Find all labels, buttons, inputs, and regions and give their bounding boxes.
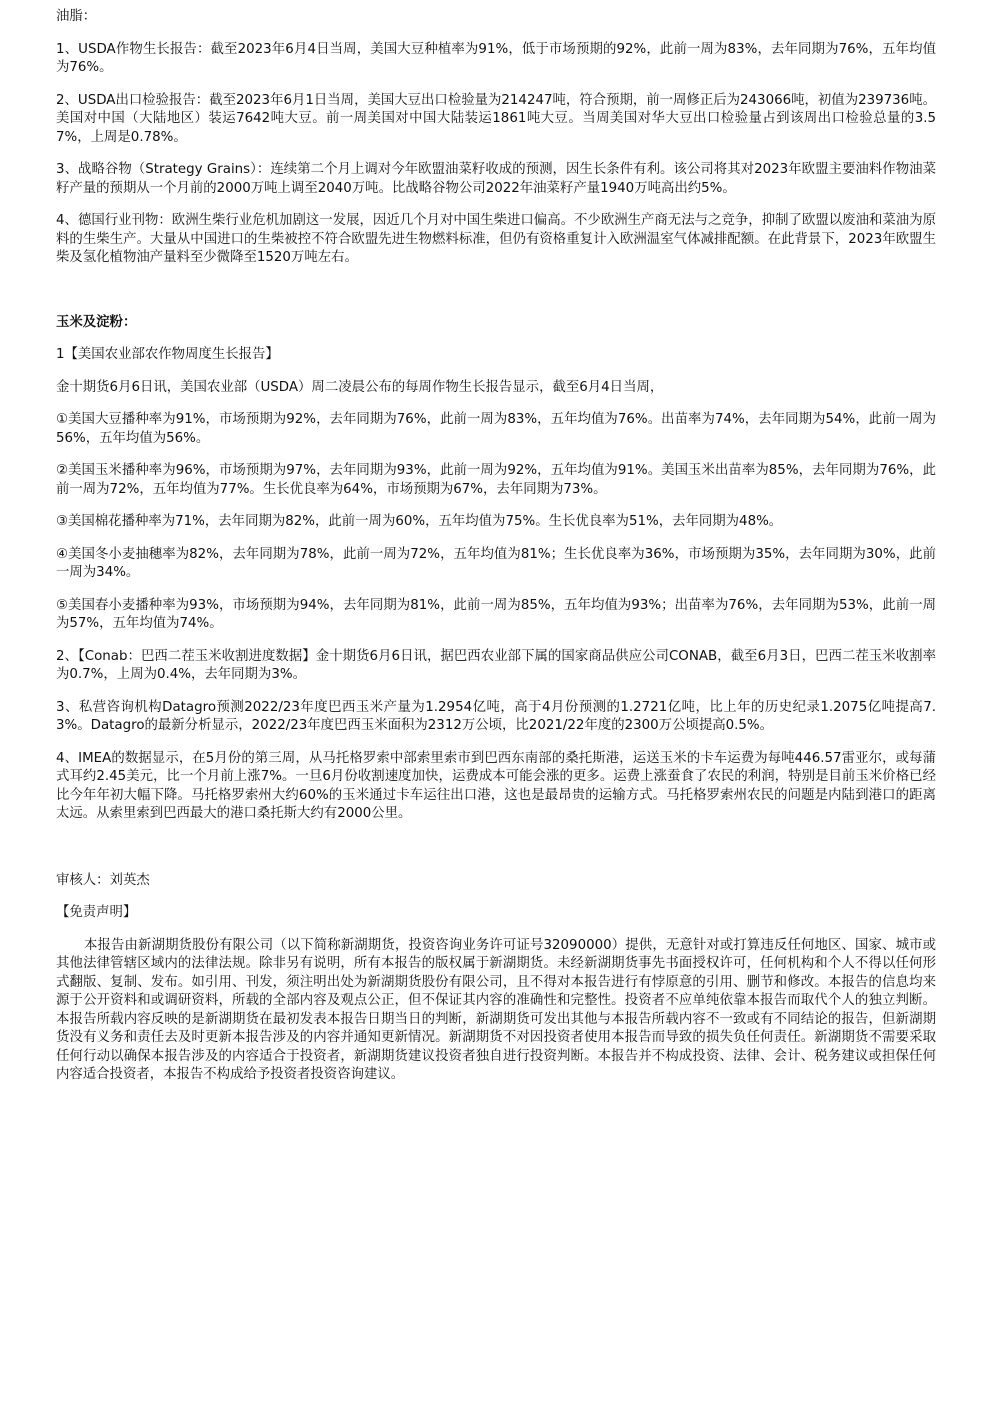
- corn-report-title: 1【美国农业部农作物周度生长报告】: [56, 347, 279, 362]
- corn-heading: 玉米及淀粉：: [56, 314, 137, 330]
- corn-intro: 金十期货6月6日讯，美国农业部（USDA）周二凌晨公布的每周作物生长报告显示，截至6月4日当周，: [56, 379, 664, 395]
- oils-item-3: 3、战略谷物（Strategy Grains）：连续第二个月上调对今年欧盟油菜籽收成的预测，因生长条件有利。该公司将其对2023年欧盟主要油料作物油菜籽产量的预期从一个月前的2000万吨上调至2040万吨。比战略谷物公司2022年油菜籽产量1940万吨高出约5%。: [56, 162, 936, 196]
- corn-item-cotton: ③美国棉花播种率为71%，去年同期为82%，此前一周为60%，五年均值为75%。生长优良率为51%，去年同期为48%。: [56, 514, 783, 529]
- document-page: [56, 8, 936, 1099]
- disclaimer-text: 本报告由新湖期货股份有限公司（以下简称新湖期货，投资咨询业务许可证号32090000）提供，无意针对或打算违反任何地区、国家、城市或其他法律管辖区域内的法律法规。除非另有说明，所有本报告的版权属于新湖期货。未经新湖期货事先书面授权许可，任何机构和个人不得以任何形式翻版、复制、发布。如引用、刊发，须注明出处为新湖期货股份有限公司，且不得对本报告进行有悖原意的引用、删节和修改。本报告的信息均来源于公开资料和或调研资料，所载的全部内容及观点公正，但不保证其内容的准确性和完整性。投资者不应单纯依靠本报告而取代个人的独立判断。本报告所载内容反映的是新湖期货在最初发表本报告日期当日的判断，新湖期货可发出其他与本报告所载内容不一致或有不同结论的报告，但新湖期货没有义务和责任去及时更新本报告涉及的内容并通知更新情况。新湖期货不对因投资者使用本报告而导致的损失负任何责任。新湖期货不需要采取任何行动以确保本报告涉及的内容适合于投资者，新湖期货建议投资者独自进行投资判断。本报告并不构成投资、法律、会计、税务建议或担保任何内容适合投资者，本报告不构成给予投资者投资咨询建议。: [56, 937, 936, 1082]
- disclaimer-title: 【免责声明】: [56, 905, 137, 920]
- oils-item-4: 4、德国行业刊物：欧洲生柴行业危机加剧这一发展，因近几个月对中国生柴进口偏高。不少欧洲生产商无法与之竞争，抑制了欧盟以废油和菜油为原料的生柴生产。大量从中国进口的生柴被控不符合欧盟先进生物燃料标准，但仍有资格重复计入欧洲温室气体减排配额。在此背景下，2023年欧盟生柴及氢化植物油产量料至少微降至1520万吨左右。: [56, 213, 936, 265]
- corn-item-corn: ②美国玉米播种率为96%，市场预期为97%，去年同期为93%，此前一周为92%，五年均值为91%。美国玉米出苗率为85%，去年同期为76%，此前一周为72%，五年均值为77%。生长优良率为64%，市场预期为67%，去年同期为73%。: [56, 463, 936, 497]
- corn-item-conab: 2、【Conab：巴西二茬玉米收割进度数据】金十期货6月6日讯，据巴西农业部下属的国家商品供应公司CONAB，截至6月3日，巴西二茬玉米收割率为0.7%，上周为0.4%，去年同期为3%。: [56, 648, 936, 682]
- corn-item-winter-wheat: ④美国冬小麦抽穗率为82%，去年同期为78%，此前一周为72%，五年均值为81%；生长优良率为36%，市场预期为35%，去年同期为30%，此前一周为34%。: [56, 546, 936, 580]
- reviewer: 审核人：刘英杰: [56, 872, 150, 888]
- oils-heading: 油脂：: [56, 9, 97, 24]
- corn-item-imea: 4、IMEA的数据显示，在5月份的第三周，从马托格罗索中部索里索市到巴西东南部的桑托斯港，运送玉米的卡车运费为每吨446.57雷亚尔，或每蒲式耳约2.45美元，比一个月前上涨7%。一旦6月份收割速度加快，运费成本可能会涨的更多。运费上涨蚕食了农民的利润，特别是目前玉米价格已经比今年年初大幅下降。马托格罗索州大约60%的玉米通过卡车运往出口港，这也是最昂贵的运输方式。马托格罗索州农民的问题是内陆到港口的距离太远。从索里索到巴西最大的港口桑托斯大约有2000公里。: [56, 750, 936, 821]
- corn-item-spring-wheat: ⑤美国春小麦播种率为93%，市场预期为94%，去年同期为81%，此前一周为85%，五年均值为93%；出苗率为76%，去年同期为53%，此前一周为57%，五年均值为74%。: [56, 597, 936, 631]
- corn-item-soybean: ①美国大豆播种率为91%，市场预期为92%，去年同期为76%，此前一周为83%，五年均值为76%。出苗率为74%，去年同期为54%，此前一周为56%，五年均值为56%。: [56, 412, 936, 446]
- oils-item-2: 2、USDA出口检验报告：截至2023年6月1日当周，美国大豆出口检验量为214247吨，符合预期，前一周修正后为243066吨，初值为239736吨。美国对中国（大陆地区）装运7642吨大豆。前一周美国对中国大陆装运1861吨大豆。当周美国对华大豆出口检验量占到该周出口检验总量的3.57%，上周是0.78%。: [56, 92, 936, 145]
- corn-item-datagro: 3、私营咨询机构Datagro预测2022/23年度巴西玉米产量为1.2954亿吨，高于4月份预测的1.2721亿吨，比上年的历史纪录1.2075亿吨提高7.3%。Datagro的最新分析显示，2022/23年度巴西玉米面积为2312万公顷，比2021/22年度的2300万公顷提高0.5%。: [56, 699, 936, 733]
- oils-item-1: 1、USDA作物生长报告：截至2023年6月4日当周，美国大豆种植率为91%，低于市场预期的92%，此前一周为83%，去年同期为76%，五年均值为76%。: [56, 41, 936, 75]
